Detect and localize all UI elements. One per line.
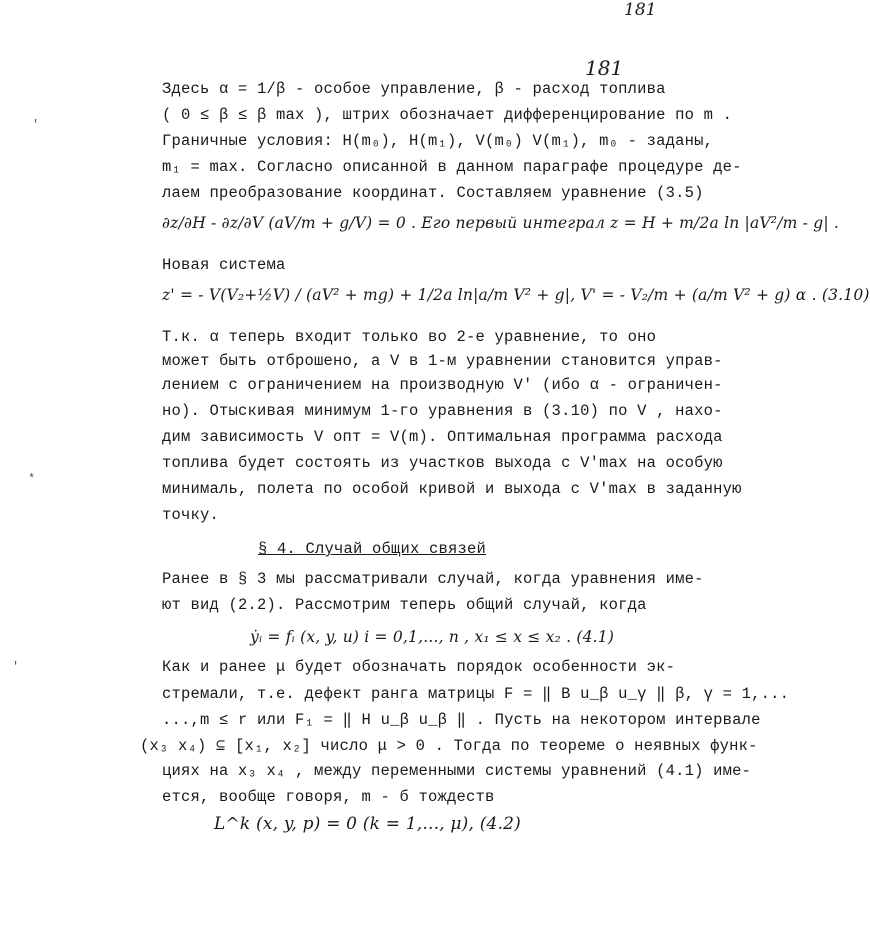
text-line: лаем преобразование координат. Составляем уравнение (3.5) [162,184,704,202]
text-line: Здесь α = 1/β - особое управление, β - расход топлива [162,80,666,98]
text-line: Т.к. α теперь входит только во 2-е уравнение, то оно [162,328,657,346]
text-line: (x₃ x₄) ⊆ [x₁, x₂] число μ > 0 . Тогда по теореме о неявных функ- [140,737,758,755]
text-line: Новая система [162,256,286,274]
corner-page-mark: 181 [624,0,657,20]
formula-line: L^k (x, y, p) = 0 (k = 1,..., μ), (4.2) [214,814,522,834]
text-line: Граничные условия: H(m₀), H(m₁), V(m₀) V(m₁), m₀ - заданы, [162,132,714,150]
section-heading: § 4. Случай общих связей [258,540,487,558]
text-line: но). Отыскивая минимум 1-го уравнения в (3.10) по V , нахо- [162,402,723,420]
margin-mark: ' [32,118,40,132]
text-line: ется, вообще говоря, m - б тождеств [162,788,495,806]
page-number: 181 [585,56,624,80]
text-line: ( 0 ≤ β ≤ β max ), штрих обозначает дифференцирование по m . [162,106,733,124]
text-line: дим зависимость V опт = V(m). Оптимальная программа расхода [162,428,723,446]
margin-mark: * [28,472,36,486]
text-line: ...,m ≤ r или F₁ = ‖ H u_β u_β ‖ . Пусть на некотором интервале [162,711,761,729]
margin-mark: ' [12,660,20,674]
text-line: Как и ранее μ будет обозначать порядок особенности эк- [162,658,676,676]
text-line: циях на x₃ x₄ , между переменными системы уравнений (4.1) име- [162,762,752,780]
formula-line: ẏᵢ = fᵢ (x, y, u) i = 0,1,..., n , x₁ ≤ x ≤ x₂ . (4.1) [250,628,615,646]
text-line: m₁ = max. Согласно описанной в данном параграфе процедуре де- [162,158,742,176]
formula-line: z' = - V(V₂+½V) / (aV² + mg) + 1/2a ln|a/m V² + g|, V' = - V₂/m + (a/m V² + g) α . (3.10) [162,286,870,304]
text-line: ют вид (2.2). Рассмотрим теперь общий случай, когда [162,596,647,614]
text-line: топлива будет состоять из участков выхода с V'max на особую [162,454,723,472]
text-line: точку. [162,506,220,524]
text-line: может быть отброшено, а V в 1-м уравнении становится управ- [162,352,723,370]
text-line: стремали, т.е. дефект ранга матрицы F = ‖ B u_β u_γ ‖ β, γ = 1,... [162,685,790,703]
text-line: лением с ограничением на производную V' (ибо α - ограничен- [162,376,723,394]
text-line: минималь, полета по особой кривой и выхода с V'max в заданную [162,480,742,498]
formula-line: ∂z/∂H - ∂z/∂V (aV/m + g/V) = 0 . Его первый интеграл z = H + m/2a ln |aV²/m - g| . [162,214,840,232]
text-line: Ранее в § 3 мы рассматривали случай, когда уравнения име- [162,570,704,588]
